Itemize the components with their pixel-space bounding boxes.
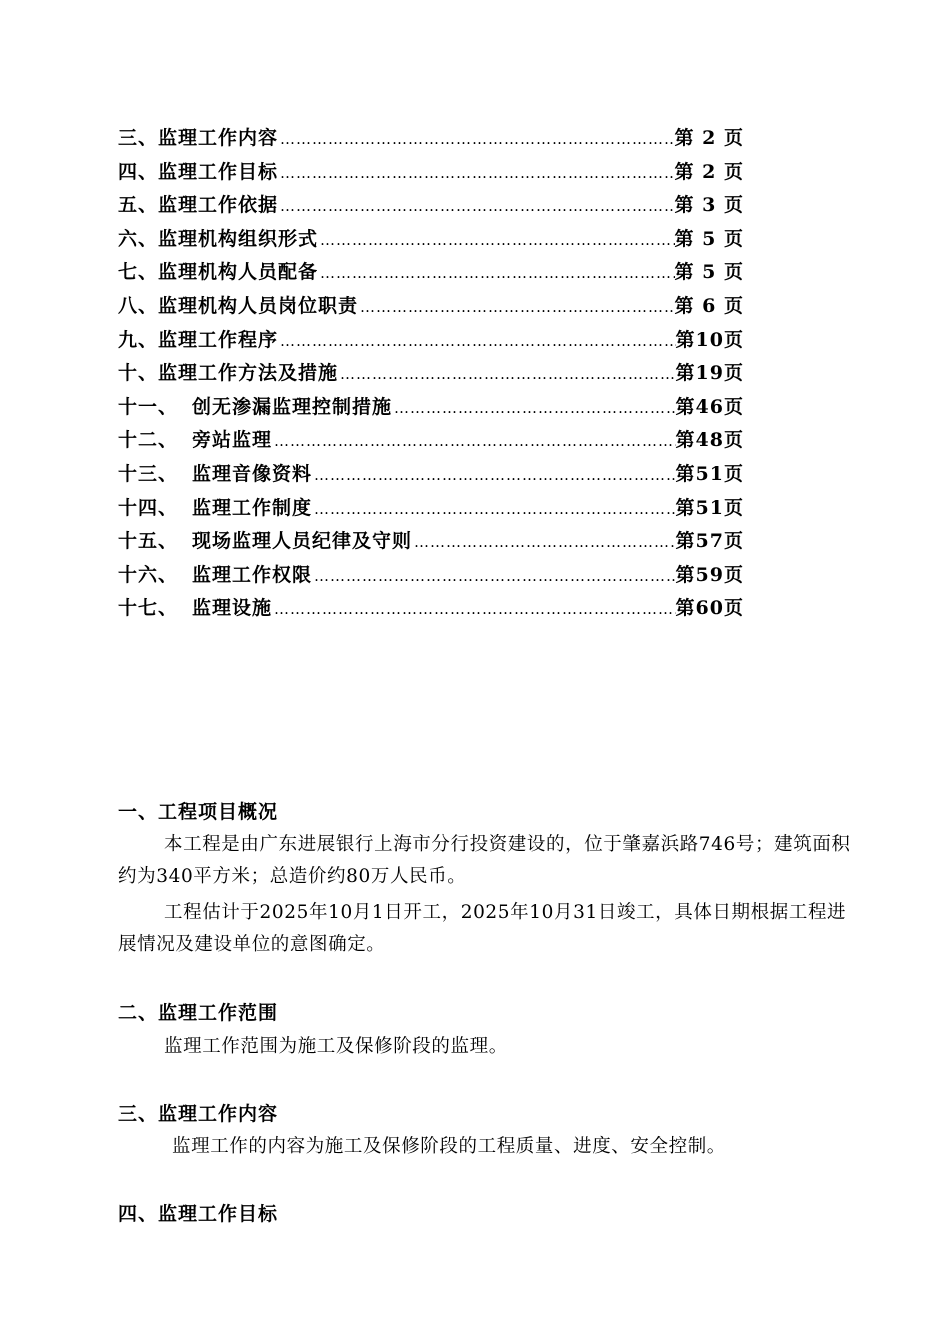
toc-entry <box>118 559 744 593</box>
toc-entry-number: 三、 <box>118 127 159 149</box>
toc-entry-number: 十七、 <box>118 597 179 620</box>
toc-entry-title: 监理机构组织形式 <box>158 227 319 250</box>
toc-entry-page: 第 2 页 <box>674 160 744 183</box>
toc-entry-number: 十一、 <box>118 395 179 418</box>
toc-entry-title: 监理工作内容 <box>158 127 279 149</box>
toc-entry-page: 第 5 页 <box>674 261 744 284</box>
toc-entry-number: 六、 <box>118 227 159 250</box>
toc-entry-number: 十六、 <box>118 563 179 586</box>
toc-dot-leader <box>358 291 675 325</box>
toc-dot-leader <box>278 190 675 224</box>
toc-entry-page: 第48页 <box>675 429 744 452</box>
toc-entry <box>118 324 744 358</box>
toc-dot-leader <box>312 459 676 493</box>
toc-entry-title: 监理机构人员配备 <box>158 261 319 284</box>
toc-entry-number: 十三、 <box>118 462 179 485</box>
toc-entry-number: 十二、 <box>118 429 179 452</box>
body-paragraph: 工程估计于2025年10月1日开工，2025年10月31日竣工，具体日期根据工程进展情况及建设单位的意图确定。 <box>118 902 847 955</box>
toc-entry-page: 第10页 <box>675 328 744 351</box>
section-heading: 二、监理工作范围 <box>118 1002 279 1024</box>
toc-entry <box>118 256 744 290</box>
toc-dot-leader <box>278 157 675 191</box>
toc-entry-page: 第46页 <box>675 395 744 418</box>
toc-entry-page: 第 5 页 <box>674 227 744 250</box>
toc-dot-leader <box>312 560 676 594</box>
toc-entry-page: 第51页 <box>675 462 744 485</box>
body-paragraph: 本工程是由广东进展银行上海市分行投资建设的，位于肇嘉浜路746号；建筑面积约为340平方米；总造价约80万人民币。 <box>118 834 851 887</box>
toc-entry <box>118 156 744 190</box>
toc-entry <box>118 424 744 458</box>
toc-entry-page: 第 2 页 <box>674 127 744 149</box>
toc-entry-title: 监理机构人员岗位职责 <box>158 294 359 317</box>
toc-entry <box>118 122 744 156</box>
toc-entry <box>118 223 744 257</box>
toc-entry-title: 监理音像资料 <box>192 462 313 485</box>
section-heading: 三、监理工作内容 <box>118 1103 279 1125</box>
toc-entry <box>118 492 744 526</box>
toc-dot-leader <box>318 257 675 291</box>
toc-entry-number: 十五、 <box>118 530 179 553</box>
toc-entry-title: 监理工作程序 <box>158 328 279 351</box>
toc-dot-leader <box>392 392 676 426</box>
toc-entry-number: 十、 <box>118 362 159 385</box>
toc-entry-title: 监理工作目标 <box>158 160 279 183</box>
toc-entry-title: 监理工作依据 <box>158 194 279 217</box>
toc-entry-number: 九、 <box>118 328 159 351</box>
toc-entry-title: 监理设施 <box>192 597 273 620</box>
toc-dot-leader <box>412 526 676 560</box>
toc-entry-page: 第59页 <box>675 563 744 586</box>
toc-entry-title: 现场监理人员纪律及守则 <box>192 530 413 553</box>
toc-dot-leader <box>338 358 676 392</box>
body-paragraph: 监理工作的内容为施工及保修阶段的工程质量、进度、安全控制。 <box>172 1136 726 1157</box>
toc-entry <box>118 525 744 559</box>
toc-entry-title: 监理工作制度 <box>192 496 313 519</box>
toc-dot-leader <box>278 325 676 359</box>
body-paragraph: 监理工作范围为施工及保修阶段的监理。 <box>164 1036 508 1057</box>
toc-entry-title: 旁站监理 <box>192 429 273 452</box>
toc-entry <box>118 458 744 492</box>
toc-entry-number: 十四、 <box>118 496 179 519</box>
section-heading: 一、工程项目概况 <box>118 801 279 823</box>
toc-entry <box>118 391 744 425</box>
toc-entry-number: 七、 <box>118 261 159 284</box>
toc-entry <box>118 357 744 391</box>
toc-entry-page: 第19页 <box>675 362 744 385</box>
toc-entry-page: 第 3 页 <box>674 194 744 217</box>
toc-entry-title: 监理工作方法及措施 <box>158 362 339 385</box>
section-heading: 四、监理工作目标 <box>118 1203 279 1225</box>
toc-dot-leader <box>278 123 675 157</box>
toc-entry <box>118 290 744 324</box>
toc-entry-page: 第57页 <box>675 530 744 553</box>
toc-dot-leader <box>272 425 676 459</box>
toc-entry-page: 第51页 <box>675 496 744 519</box>
toc-entry <box>118 592 744 626</box>
toc-entry-title: 监理工作权限 <box>192 563 313 586</box>
toc-dot-leader <box>318 224 675 258</box>
toc-entry-number: 四、 <box>118 160 159 183</box>
toc-entry-number: 五、 <box>118 194 159 217</box>
table-of-contents <box>118 122 744 626</box>
toc-entry-page: 第60页 <box>675 597 744 620</box>
toc-dot-leader <box>272 593 676 627</box>
toc-entry-number: 八、 <box>118 294 159 317</box>
toc-entry-page: 第 6 页 <box>674 294 744 317</box>
toc-entry-title: 创无渗漏监理控制措施 <box>192 395 393 418</box>
toc-entry <box>118 189 744 223</box>
toc-dot-leader <box>312 493 676 527</box>
